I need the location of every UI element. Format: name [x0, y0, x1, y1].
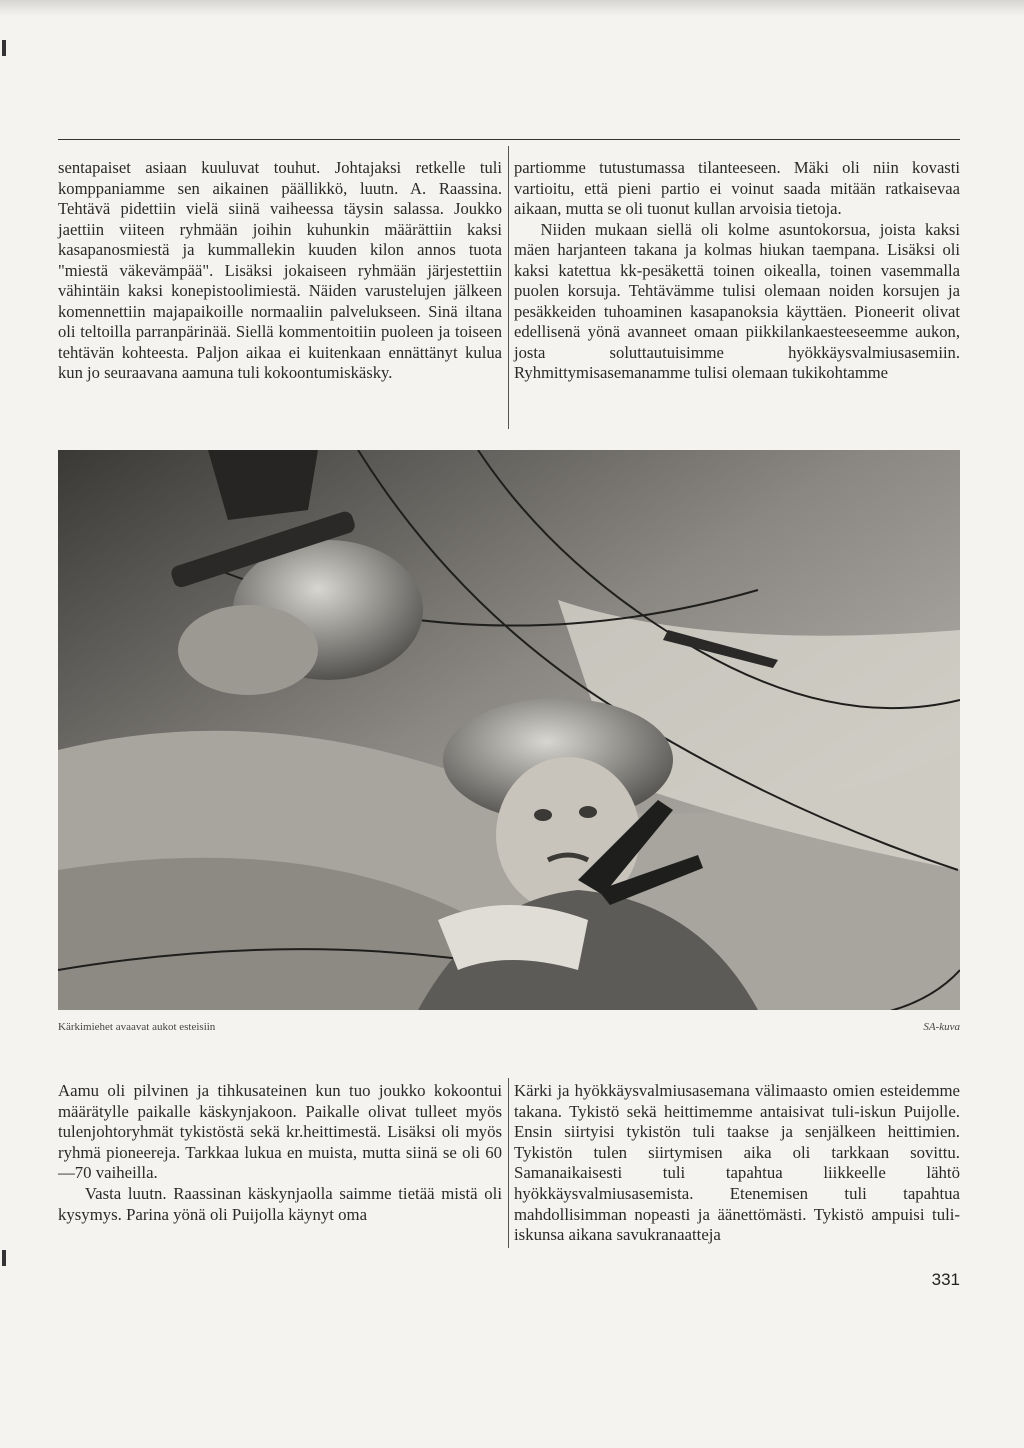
article-column-bottom-left [58, 1081, 502, 1225]
article-column-top-right [514, 158, 960, 384]
article-column-top-left [58, 158, 502, 384]
column-divider [508, 146, 509, 429]
paragraph: Aamu oli pilvinen ja tihkusateinen kun tuo joukko kokoontui määrätylle paikalle käskynjakoon. Paikalle olivat tulleet myös tulenjohtoryhmät tykistöstä sekä kr.heittimestä. Lisäksi oli myös ryhmä pioneereja. Tarkkaa lukua en muista, mutta siinä se oli 60—70 vaiheilla. [58, 1081, 502, 1183]
header-rule [58, 139, 960, 140]
scan-edge-shade [0, 0, 1024, 16]
photo-credit: SA-kuva [923, 1021, 960, 1033]
scan-margin-mark [2, 1250, 6, 1266]
photo-caption: Kärkimiehet avaavat aukot esteisiin [58, 1021, 216, 1033]
paragraph: Vasta luutn. Raassinan käskynjaolla saimme tietää mistä oli kysymys. Parina yönä oli Puijolla käynyt oma [58, 1183, 502, 1224]
paragraph: Niiden mukaan siellä oli kolme asuntokorsua, joista kaksi mäen harjanteen takana ja kolmas hiukan taempana. Lisäksi oli kaksi katettua kk-pesäkettä toinen oikealla, toinen vasemmalla puolen korsuja. Tehtävämme tulisi olemaan noiden korsujen ja pesäkkeiden tuhoaminen kasapanoksia käyttäen. Pioneerit olivat edellisenä yönä avanneet omaan piikkilankaesteeseemme aukon, josta soluttautuisimme hyökkäysvalmiusasemiin. Ryhmittymisasemanamme tulisi olemaan tukikohtamme [514, 219, 960, 382]
paragraph: sentapaiset asiaan kuuluvat touhut. Johtajaksi retkelle tuli komppaniamme sen aikainen päällikkö, luutn. A. Raassina. Tehtävä pidettiin vielä siinä vaiheessa täysin salassa. Joukko jaettiin viiteen ryhmään joihin kuhunkin määrättiin kaksi kasapanosmiestä ja kummallekin kuuden kilon annos tuota "miestä väkevämpää". Lisäksi jokaiseen ryhmään järjestettiin vähintäin kaksi konepistoolimiestä. Näiden varustelujen jälkeen komennettiin majapaikoille normaaliin palvelukseen. Sinä iltana oli teltoilla parranpärinää. Siellä kommentoitiin puoleen ja toiseen tehtävän kohteesta. Paljon aikaa ei kuitenkaan ennättänyt kulua kun jo seuraavana aamuna tuli kokoontumiskäsky. [58, 158, 502, 382]
paragraph: Kärki ja hyökkäysvalmiusasemana välimaasto omien esteidemme takana. Tykistö sekä heittimemme antaisivat tuli-iskun Puijolle. Ensin siirtyisi tykistön tuli taakse ja senjälkeen heittimien. Tykistön tulen siirtymisen aika oli tarkkaan sovittu. Samanaikaisesti tuli tapahtua liikkeelle lähtö hyökkäysvalmiusasemista. Etenemisen tuli tapahtua mahdollisimman nopeasti ja äänettömästi. Tykistö ampuisi tuli-iskunsa aikana savukranaatteja [514, 1081, 960, 1245]
photo-soldiers-cutting-wire [58, 450, 960, 1010]
paragraph: partiomme tutustumassa tilanteeseen. Mäki oli niin kovasti vartioitu, että pieni partio ei voinut saada mitään ratkaisevaa aikaan, mutta se oli tuonut kullan arvoisia tietoja. [514, 158, 960, 218]
page-number: 331 [931, 1270, 960, 1289]
column-divider [508, 1078, 509, 1248]
scan-margin-mark [2, 40, 6, 56]
photo-illustration [58, 450, 960, 1010]
article-column-bottom-right [514, 1081, 960, 1246]
